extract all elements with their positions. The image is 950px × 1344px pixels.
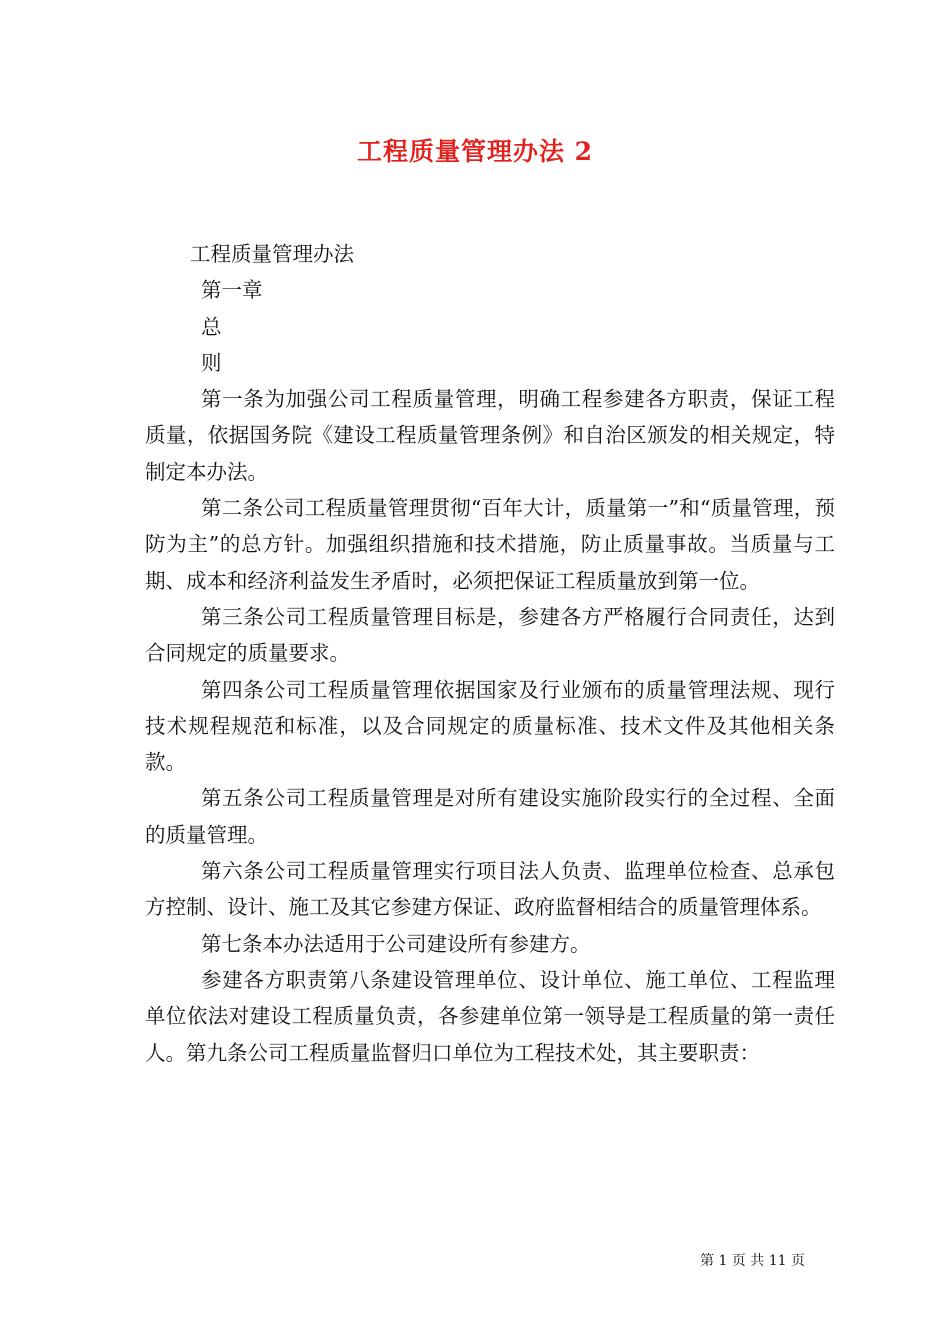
article-2-paragraph: 第二条公司工程质量管理贯彻“百年大计，质量第一”和“质量管理，预防为主”的总方针。加强组织措施和技术措施，防止质量事故。当质量与工期、成本和经济利益发生矛盾时，必须把保证工程质量放到第一位。 <box>145 496 835 593</box>
chapter-number: 第一章 <box>201 278 263 303</box>
chapter-name-part-1: 总 <box>201 314 222 339</box>
article-5-paragraph: 第五条公司工程质量管理是对所有建设实施阶段实行的全过程、全面的质量管理。 <box>145 786 835 847</box>
article-8-9-paragraph: 参建各方职责第八条建设管理单位、设计单位、施工单位、工程监理单位依法对建设工程质量负责，各参建单位第一领导是工程质量的第一责任人。第九条公司工程质量监督归口单位为工程技术处，其主要职责： <box>145 967 835 1065</box>
article-1-paragraph: 第一条为加强公司工程质量管理，明确工程参建各方职责，保证工程质量，依据国务院《建设工程质量管理条例》和自治区颁发的相关规定，特制定本办法。 <box>145 387 835 484</box>
page-number-footer: 第 1 页 共 11 页 <box>700 1253 805 1269</box>
document-body <box>145 236 835 1071</box>
article-3-paragraph: 第三条公司工程质量管理目标是，参建各方严格履行合同责任，达到合同规定的质量要求。 <box>145 604 835 666</box>
chapter-name-part-2: 则 <box>201 350 222 375</box>
article-6-paragraph: 第六条公司工程质量管理实行项目法人负责、监理单位检查、总承包方控制、设计、施工及其它参建方保证、政府监督相结合的质量管理体系。 <box>145 859 835 920</box>
document-title: 工程质量管理办法 2 <box>356 137 594 166</box>
article-7-paragraph: 第七条本办法适用于公司建设所有参建方。 <box>201 931 591 956</box>
article-4-paragraph: 第四条公司工程质量管理依据国家及行业颁布的质量管理法规、现行技术规程规范和标准，以及合同规定的质量标准、技术文件及其他相关条款。 <box>145 677 835 775</box>
document-subtitle: 工程质量管理办法 <box>190 242 354 266</box>
